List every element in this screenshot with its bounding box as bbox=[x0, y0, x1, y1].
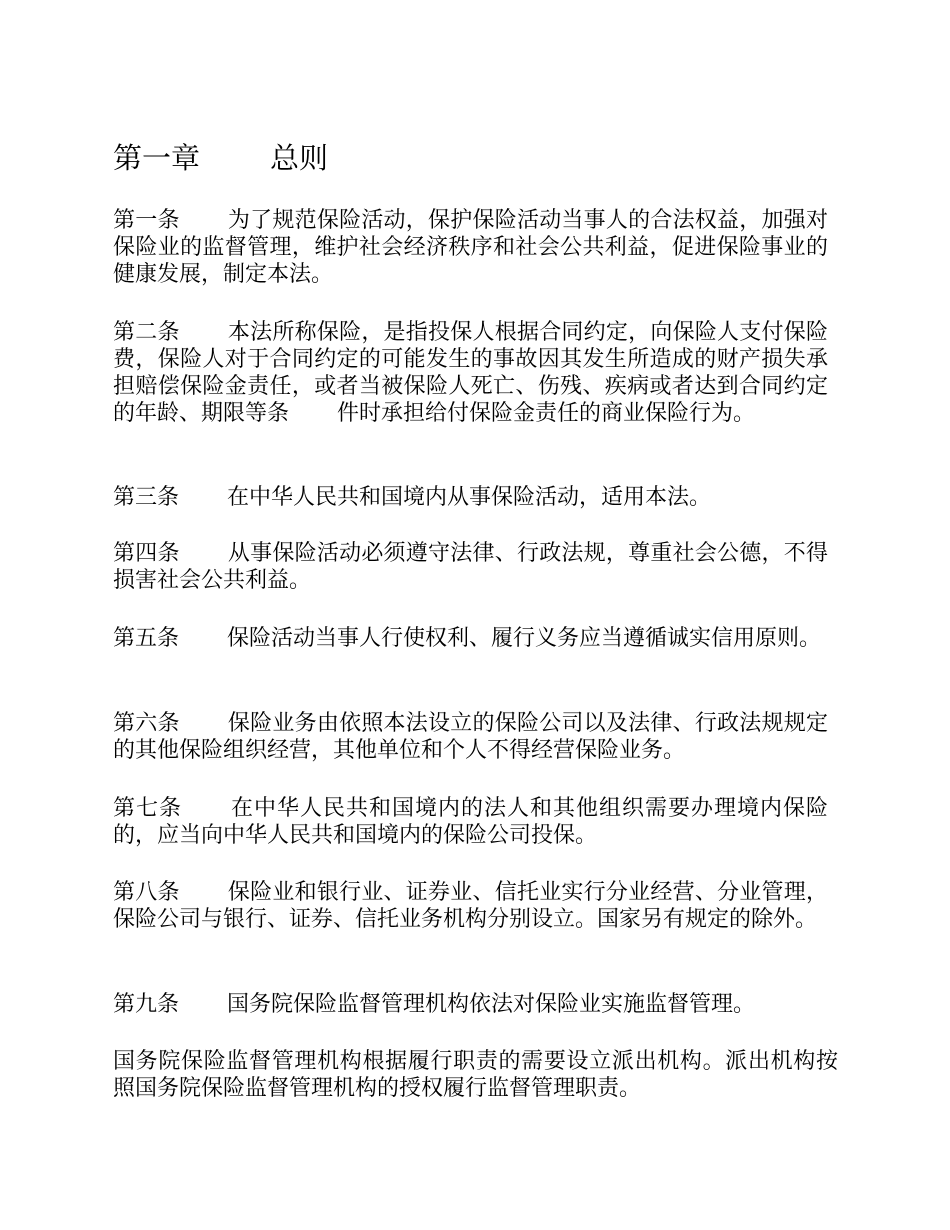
chapter-heading bbox=[113, 140, 328, 176]
article-text: 保险活动当事人行使权利、履行义务应当遵循诚实信用原则。 bbox=[227, 626, 822, 651]
article-number: 第七条 bbox=[113, 796, 182, 821]
article-number: 第三条 bbox=[113, 485, 180, 510]
article-number: 第一条 bbox=[113, 208, 180, 233]
article-text: 保险业务由依照本法设立的保险公司以及法律、行政法规规定的其他保险组织经营，其他单位和个人不得经营保险业务。 bbox=[113, 711, 828, 763]
article-number: 第五条 bbox=[113, 626, 180, 651]
article-text: 国务院保险监督管理机构依法对保险业实施监督管理。 bbox=[227, 992, 756, 1017]
article-7 bbox=[113, 795, 828, 849]
article-number: 第二条 bbox=[113, 320, 180, 345]
article-number: 第九条 bbox=[113, 992, 180, 1017]
article-number: 第四条 bbox=[113, 541, 180, 566]
article-4 bbox=[113, 540, 828, 594]
article-2 bbox=[113, 319, 828, 427]
chapter-number: 第一章 bbox=[113, 141, 201, 175]
article-number: 第八条 bbox=[113, 880, 180, 905]
article-3 bbox=[113, 484, 828, 511]
article-text: 保险业和银行业、证券业、信托业实行分业经营、分业管理，保险公司与银行、证券、信托业务机构分别设立。国家另有规定的除外。 bbox=[113, 880, 828, 932]
chapter-title: 总则 bbox=[270, 141, 329, 175]
article-text: 从事保险活动必须遵守法律、行政法规，尊重社会公德，不得损害社会公共利益。 bbox=[113, 541, 828, 593]
article-text-part-b: 件时承担给付保险金责任的商业保险行为。 bbox=[337, 401, 756, 426]
article-8 bbox=[113, 879, 828, 933]
closing-paragraph: 国务院保险监督管理机构根据履行职责的需要设立派出机构。派出机构按照国务院保险监督管理机构的授权履行监督管理职责。 bbox=[113, 1049, 838, 1101]
article-text: 在中华人民共和国境内的法人和其他组织需要办理境内保险的，应当向中华人民共和国境内的保险公司投保。 bbox=[113, 796, 828, 848]
article-text-part-a: 本法所称保险，是指投保人根据合同约定，向保险人支付保险费，保险人对于合同约定的可能发生的事故因其发生所造成的财产损失承担赔偿保险金责任，或者当被保险人死亡、伤残、疾病或者达到合同约定的年龄、期限等条 bbox=[113, 320, 828, 426]
article-text: 为了规范保险活动，保护保险活动当事人的合法权益，加强对保险业的监督管理，维护社会经济秩序和社会公共利益，促进保险事业的健康发展，制定本法。 bbox=[113, 208, 828, 287]
article-6 bbox=[113, 710, 828, 764]
article-5 bbox=[113, 625, 828, 652]
article-1 bbox=[113, 207, 828, 288]
article-number: 第六条 bbox=[113, 711, 180, 736]
article-text: 在中华人民共和国境内从事保险活动，适用本法。 bbox=[227, 485, 712, 510]
article-9 bbox=[113, 991, 828, 1018]
